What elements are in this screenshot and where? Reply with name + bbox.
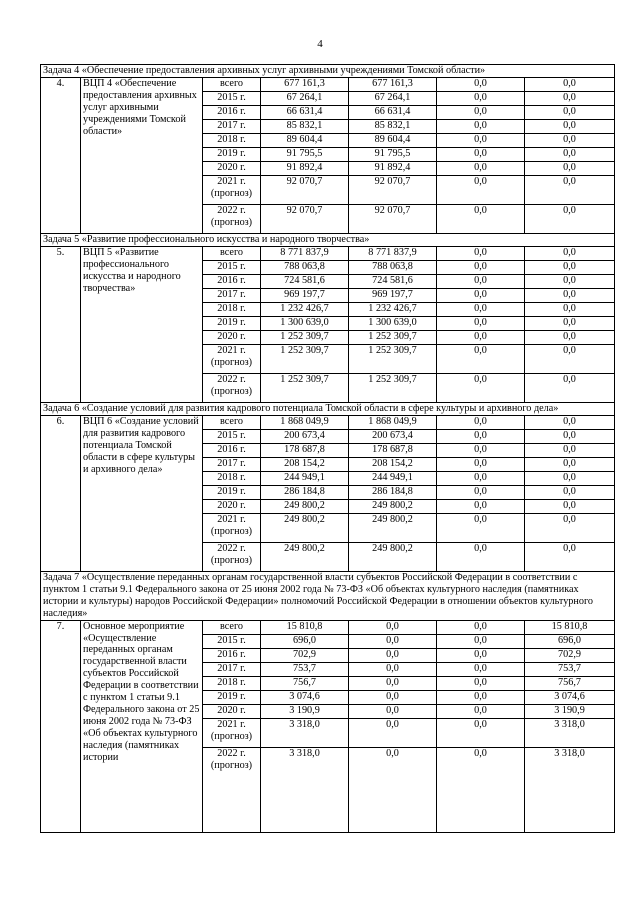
value-cell: 0,0 [437, 429, 525, 443]
value-cell: 0,0 [437, 274, 525, 288]
value-cell: 0,0 [525, 471, 615, 485]
value-cell: 0,0 [437, 344, 525, 373]
value-cell: 91 795,5 [349, 147, 437, 161]
program-name: Основное мероприятие «Осуществление переданных органам государственной власти субъектов Российской Федерации в соответствии с пунктом 1 статьи 9.1 Федерального закона от 25 июня 2002 года № 73-ФЗ «Об объектах культурного наследия (памятниках истории [81, 620, 203, 832]
year-cell: 2022 г. (прогноз) [203, 542, 261, 571]
value-cell: 92 070,7 [349, 204, 437, 233]
value-cell: 1 868 049,9 [349, 415, 437, 429]
value-cell: 3 318,0 [261, 718, 349, 747]
value-cell: 244 949,1 [261, 471, 349, 485]
value-cell: 249 800,2 [349, 513, 437, 542]
value-cell: 1 252 309,7 [261, 330, 349, 344]
year-cell: 2016 г. [203, 443, 261, 457]
value-cell: 0,0 [437, 260, 525, 274]
value-cell: 0,0 [437, 91, 525, 105]
value-cell: 0,0 [525, 542, 615, 571]
funding-table [40, 64, 615, 833]
value-cell: 0,0 [525, 147, 615, 161]
value-cell: 0,0 [525, 161, 615, 175]
program-name: ВЦП 4 «Обеспечение предоставления архивных услуг архивными учреждениями Томской области» [81, 77, 203, 233]
year-cell: 2021 г. (прогноз) [203, 513, 261, 542]
task-heading-row [41, 571, 615, 620]
row-number: 6. [41, 415, 81, 571]
value-cell: 696,0 [525, 634, 615, 648]
value-cell: 0,0 [437, 662, 525, 676]
value-cell: 0,0 [349, 676, 437, 690]
value-cell: 249 800,2 [261, 499, 349, 513]
value-cell: 0,0 [525, 513, 615, 542]
year-cell: 2018 г. [203, 676, 261, 690]
year-cell: 2019 г. [203, 316, 261, 330]
value-cell: 0,0 [437, 747, 525, 832]
value-cell: 0,0 [525, 105, 615, 119]
year-cell: 2016 г. [203, 105, 261, 119]
value-cell: 0,0 [349, 690, 437, 704]
value-cell: 0,0 [525, 485, 615, 499]
value-cell: 249 800,2 [349, 542, 437, 571]
value-cell: 1 868 049,9 [261, 415, 349, 429]
value-cell: 0,0 [437, 704, 525, 718]
value-cell: 0,0 [525, 133, 615, 147]
value-cell: 85 832,1 [349, 119, 437, 133]
value-cell: 286 184,8 [261, 485, 349, 499]
value-cell: 178 687,8 [261, 443, 349, 457]
value-cell: 0,0 [525, 175, 615, 204]
value-cell: 969 197,7 [261, 288, 349, 302]
value-cell: 0,0 [437, 133, 525, 147]
value-cell: 89 604,4 [349, 133, 437, 147]
value-cell: 702,9 [525, 648, 615, 662]
value-cell: 788 063,8 [261, 260, 349, 274]
value-cell: 0,0 [349, 662, 437, 676]
year-cell: 2015 г. [203, 429, 261, 443]
year-cell: 2019 г. [203, 690, 261, 704]
year-cell: всего [203, 246, 261, 260]
value-cell: 3 318,0 [525, 718, 615, 747]
page-number: 4 [317, 38, 323, 50]
value-cell: 0,0 [437, 648, 525, 662]
value-cell: 3 318,0 [525, 747, 615, 832]
table-row [41, 620, 615, 634]
year-cell: 2016 г. [203, 274, 261, 288]
value-cell: 677 161,3 [261, 77, 349, 91]
year-cell: всего [203, 415, 261, 429]
value-cell: 0,0 [437, 415, 525, 429]
value-cell: 15 810,8 [261, 620, 349, 634]
value-cell: 92 070,7 [261, 175, 349, 204]
value-cell: 0,0 [349, 718, 437, 747]
value-cell: 0,0 [525, 119, 615, 133]
value-cell: 0,0 [437, 316, 525, 330]
value-cell: 0,0 [437, 330, 525, 344]
value-cell: 0,0 [525, 373, 615, 402]
year-cell: 2022 г. (прогноз) [203, 204, 261, 233]
value-cell: 0,0 [437, 620, 525, 634]
value-cell: 66 631,4 [349, 105, 437, 119]
value-cell: 0,0 [349, 634, 437, 648]
year-cell: 2020 г. [203, 704, 261, 718]
value-cell: 8 771 837,9 [261, 246, 349, 260]
value-cell: 200 673,4 [261, 429, 349, 443]
value-cell: 0,0 [525, 457, 615, 471]
value-cell: 1 300 639,0 [349, 316, 437, 330]
year-cell: 2015 г. [203, 91, 261, 105]
year-cell: 2022 г. (прогноз) [203, 373, 261, 402]
value-cell: 753,7 [525, 662, 615, 676]
value-cell: 0,0 [525, 246, 615, 260]
table-row [41, 246, 615, 260]
value-cell: 200 673,4 [349, 429, 437, 443]
value-cell: 724 581,6 [349, 274, 437, 288]
value-cell: 0,0 [437, 443, 525, 457]
value-cell: 0,0 [437, 302, 525, 316]
year-cell: 2015 г. [203, 634, 261, 648]
value-cell: 3 190,9 [261, 704, 349, 718]
value-cell: 1 252 309,7 [261, 344, 349, 373]
value-cell: 0,0 [525, 91, 615, 105]
value-cell: 15 810,8 [525, 620, 615, 634]
value-cell: 8 771 837,9 [349, 246, 437, 260]
task-heading: Задача 4 «Обеспечение предоставления архивных услуг архивными учреждениями Томской области» [41, 65, 615, 78]
year-cell: 2019 г. [203, 485, 261, 499]
value-cell: 0,0 [437, 499, 525, 513]
value-cell: 3 318,0 [261, 747, 349, 832]
value-cell: 0,0 [437, 373, 525, 402]
value-cell: 0,0 [349, 704, 437, 718]
value-cell: 286 184,8 [349, 485, 437, 499]
task-heading-row [41, 233, 615, 246]
value-cell: 0,0 [525, 274, 615, 288]
value-cell: 0,0 [437, 485, 525, 499]
value-cell: 0,0 [525, 344, 615, 373]
value-cell: 66 631,4 [261, 105, 349, 119]
year-cell: 2016 г. [203, 648, 261, 662]
value-cell: 0,0 [437, 161, 525, 175]
year-cell: 2022 г. (прогноз) [203, 747, 261, 832]
value-cell: 91 892,4 [261, 161, 349, 175]
value-cell: 67 264,1 [261, 91, 349, 105]
row-number: 7. [41, 620, 81, 832]
value-cell: 756,7 [525, 676, 615, 690]
value-cell: 0,0 [525, 330, 615, 344]
task-heading: Задача 7 «Осуществление переданных органам государственной власти субъектов Российской Федерации в соответствии с пунктом 1 статьи 9.1 Федерального закона от 25 июня 2002 года № 73-ФЗ «Об объектах культурного наследия (памятниках истории и культуры) народов Российской Федерации» полномочий Российской Федерации в отношении объектов культурного наследия» [41, 571, 615, 620]
table-row [41, 415, 615, 429]
value-cell: 67 264,1 [349, 91, 437, 105]
year-cell: 2021 г. (прогноз) [203, 175, 261, 204]
value-cell: 0,0 [437, 542, 525, 571]
value-cell: 249 800,2 [261, 542, 349, 571]
year-cell: 2020 г. [203, 330, 261, 344]
program-name: ВЦП 6 «Создание условий для развития кадрового потенциала Томской области в сфере культуры и архивного дела» [81, 415, 203, 571]
year-cell: 2017 г. [203, 662, 261, 676]
year-cell: 2015 г. [203, 260, 261, 274]
value-cell: 249 800,2 [261, 513, 349, 542]
task-heading: Задача 5 «Развитие профессионального искусства и народного творчества» [41, 233, 615, 246]
row-number: 5. [41, 246, 81, 402]
value-cell: 677 161,3 [349, 77, 437, 91]
value-cell: 0,0 [437, 246, 525, 260]
year-cell: 2017 г. [203, 119, 261, 133]
value-cell: 0,0 [437, 690, 525, 704]
value-cell: 702,9 [261, 648, 349, 662]
year-cell: всего [203, 620, 261, 634]
year-cell: 2018 г. [203, 471, 261, 485]
value-cell: 0,0 [437, 119, 525, 133]
value-cell: 0,0 [525, 499, 615, 513]
value-cell: 1 252 309,7 [349, 373, 437, 402]
task-heading-row [41, 65, 615, 78]
value-cell: 92 070,7 [261, 204, 349, 233]
value-cell: 3 074,6 [525, 690, 615, 704]
program-name: ВЦП 5 «Развитие профессионального искусства и народного творчества» [81, 246, 203, 402]
row-number: 4. [41, 77, 81, 233]
value-cell: 0,0 [437, 77, 525, 91]
task-heading: Задача 6 «Создание условий для развития кадрового потенциала Томской области в сфере культуры и архивного дела» [41, 402, 615, 415]
value-cell: 724 581,6 [261, 274, 349, 288]
value-cell: 0,0 [437, 634, 525, 648]
value-cell: 1 252 309,7 [349, 344, 437, 373]
value-cell: 0,0 [437, 676, 525, 690]
value-cell: 969 197,7 [349, 288, 437, 302]
value-cell: 85 832,1 [261, 119, 349, 133]
value-cell: 89 604,4 [261, 133, 349, 147]
value-cell: 0,0 [525, 260, 615, 274]
value-cell: 0,0 [437, 288, 525, 302]
value-cell: 0,0 [525, 316, 615, 330]
year-cell: 2019 г. [203, 147, 261, 161]
year-cell: 2017 г. [203, 457, 261, 471]
value-cell: 0,0 [525, 302, 615, 316]
year-cell: 2020 г. [203, 499, 261, 513]
value-cell: 0,0 [525, 415, 615, 429]
value-cell: 244 949,1 [349, 471, 437, 485]
value-cell: 0,0 [437, 105, 525, 119]
value-cell: 3 190,9 [525, 704, 615, 718]
year-cell: всего [203, 77, 261, 91]
value-cell: 92 070,7 [349, 175, 437, 204]
value-cell: 3 074,6 [261, 690, 349, 704]
value-cell: 1 232 426,7 [261, 302, 349, 316]
value-cell: 0,0 [437, 175, 525, 204]
value-cell: 0,0 [437, 147, 525, 161]
year-cell: 2017 г. [203, 288, 261, 302]
value-cell: 0,0 [437, 204, 525, 233]
value-cell: 1 300 639,0 [261, 316, 349, 330]
table-row [41, 77, 615, 91]
year-cell: 2021 г. (прогноз) [203, 344, 261, 373]
value-cell: 788 063,8 [349, 260, 437, 274]
value-cell: 0,0 [437, 513, 525, 542]
year-cell: 2018 г. [203, 302, 261, 316]
value-cell: 208 154,2 [349, 457, 437, 471]
value-cell: 1 252 309,7 [261, 373, 349, 402]
value-cell: 208 154,2 [261, 457, 349, 471]
value-cell: 91 795,5 [261, 147, 349, 161]
value-cell: 0,0 [349, 620, 437, 634]
year-cell: 2020 г. [203, 161, 261, 175]
value-cell: 0,0 [437, 457, 525, 471]
value-cell: 0,0 [349, 648, 437, 662]
value-cell: 0,0 [525, 429, 615, 443]
value-cell: 0,0 [525, 77, 615, 91]
value-cell: 0,0 [525, 288, 615, 302]
value-cell: 756,7 [261, 676, 349, 690]
value-cell: 178 687,8 [349, 443, 437, 457]
value-cell: 0,0 [349, 747, 437, 832]
value-cell: 91 892,4 [349, 161, 437, 175]
task-heading-row [41, 402, 615, 415]
value-cell: 1 232 426,7 [349, 302, 437, 316]
value-cell: 249 800,2 [349, 499, 437, 513]
value-cell: 0,0 [525, 204, 615, 233]
value-cell: 0,0 [525, 443, 615, 457]
value-cell: 1 252 309,7 [349, 330, 437, 344]
value-cell: 696,0 [261, 634, 349, 648]
value-cell: 0,0 [437, 718, 525, 747]
year-cell: 2018 г. [203, 133, 261, 147]
year-cell: 2021 г. (прогноз) [203, 718, 261, 747]
value-cell: 753,7 [261, 662, 349, 676]
value-cell: 0,0 [437, 471, 525, 485]
